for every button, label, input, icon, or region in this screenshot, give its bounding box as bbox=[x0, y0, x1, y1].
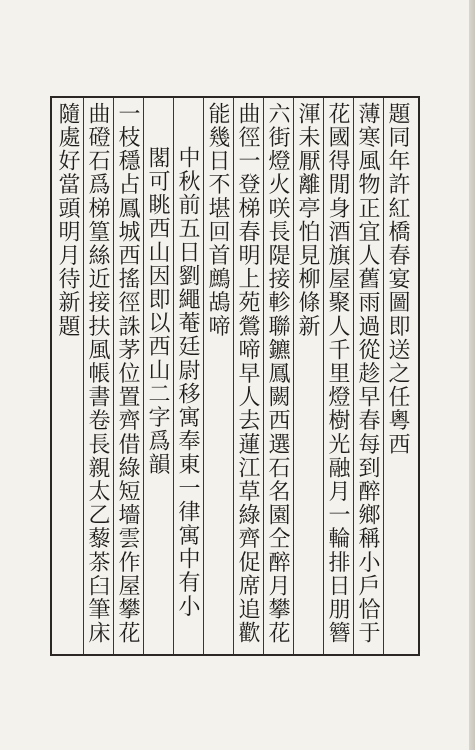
column-divider bbox=[143, 98, 144, 654]
text-column-11: 曲磴石爲梯篁絲近接扶風帳書卷長親太乙藜茶臼筆床 bbox=[85, 102, 110, 645]
text-column-6: 曲徑一登梯春明上苑鶯啼早人去蓮江草綠齊促席追歡 bbox=[235, 102, 260, 645]
column-divider bbox=[383, 98, 384, 654]
page-edge bbox=[469, 0, 475, 750]
text-column-1: 題同年許紅橋春宴圖即送之任粵西 bbox=[385, 102, 410, 456]
text-column-12: 隨處好當頭明月待新題 bbox=[55, 102, 80, 338]
column-divider bbox=[323, 98, 324, 654]
column-divider bbox=[173, 98, 174, 654]
column-divider bbox=[83, 98, 84, 654]
text-column-8: 中秋前五日劉繩菴廷尉移寓奉東一律寓中有小 bbox=[175, 146, 200, 618]
column-divider bbox=[203, 98, 204, 654]
text-column-2: 薄寒風物正宜人舊雨過從趁早春每到醉鄉稱小戶恰于 bbox=[355, 102, 380, 645]
text-column-9: 閣可眺西山因即以西山二字爲韻 bbox=[145, 146, 170, 477]
column-divider bbox=[293, 98, 294, 654]
column-divider bbox=[113, 98, 114, 654]
text-column-4: 渾未厭離亭怕見柳條新 bbox=[295, 102, 320, 338]
column-divider bbox=[233, 98, 234, 654]
text-column-5: 六街燈火咲長隄接軫聯鑣鳳闕西選石名園仝醉月攀花 bbox=[265, 102, 290, 645]
text-column-3: 花國得閒身酒旗屋聚人千里燈樹光融月一輪排日朋簪 bbox=[325, 102, 350, 645]
text-column-10: 一枝穩占鳳城西搖徑誅茅位置齊借綠短墻雲作屋攀花 bbox=[115, 102, 140, 645]
text-column-7: 能幾日不堪回首鷓鴣啼 bbox=[205, 102, 230, 338]
text-frame bbox=[50, 96, 420, 656]
column-divider bbox=[263, 98, 264, 654]
column-divider bbox=[353, 98, 354, 654]
